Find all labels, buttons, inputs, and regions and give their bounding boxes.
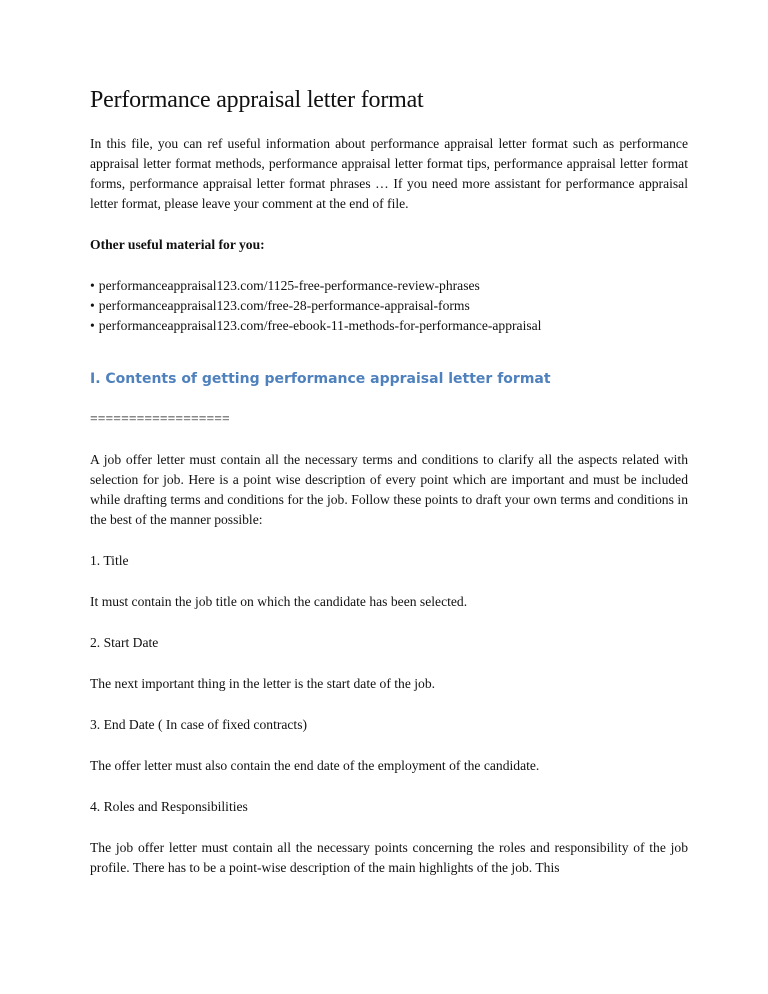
- section-intro-paragraph: A job offer letter must contain all the necessary terms and conditions to clarify all the aspects related with selection for job. Here is a point wise description of every point which are important and must be included while drafting terms and conditions for the job. Follow these points to draft your own terms and conditions in the best of the manner possible:: [90, 452, 688, 527]
- item-label-title: 1. Title: [90, 553, 129, 568]
- other-material-heading: Other useful material for you:: [90, 237, 265, 252]
- intro-paragraph: In this file, you can ref useful information about performance appraisal letter format such as performance appraisal letter format methods, performance appraisal letter format tips, performance appraisal letter format forms, performance appraisal letter format phrases … If you need more assistant for performance appraisal letter format, please leave your comment at the end of file.: [90, 136, 688, 211]
- item-text-end-date: The offer letter must also contain the end date of the employment of the candidate.: [90, 758, 540, 773]
- link-item[interactable]: • performanceappraisal123.com/free-ebook-11-methods-for-performance-appraisal: [90, 318, 542, 333]
- item-label-start-date: 2. Start Date: [90, 635, 159, 650]
- item-text-start-date: The next important thing in the letter is the start date of the job.: [90, 676, 436, 691]
- item-text-title: It must contain the job title on which the candidate has been selected.: [90, 594, 468, 609]
- item-text-roles: The job offer letter must contain all the necessary points concerning the roles and responsibility of the job profile. There has to be a point-wise description of the main highlights of the job. This: [90, 840, 688, 875]
- link-item[interactable]: • performanceappraisal123.com/1125-free-performance-review-phrases: [90, 278, 480, 293]
- links-list: [90, 276, 688, 336]
- item-label-roles: 4. Roles and Responsibilities: [90, 799, 248, 814]
- item-label-end-date: 3. End Date ( In case of fixed contracts): [90, 717, 308, 732]
- document-page: [90, 84, 688, 878]
- separator-line: ==================: [90, 411, 230, 426]
- document-title: Performance appraisal letter format: [90, 87, 424, 113]
- section-heading: I. Contents of getting performance appraisal letter format: [90, 371, 551, 387]
- link-item[interactable]: • performanceappraisal123.com/free-28-performance-appraisal-forms: [90, 298, 470, 313]
